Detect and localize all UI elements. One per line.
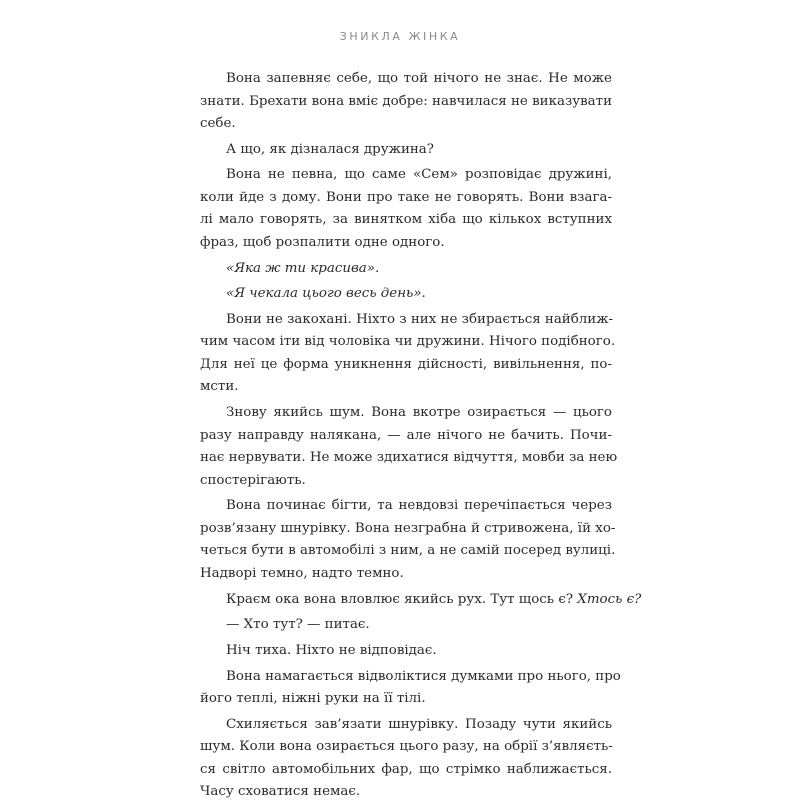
text-line: розв’язану шнурівку. Вона незграбна й стривожена, їй хо- bbox=[200, 520, 616, 536]
paragraph bbox=[200, 258, 612, 281]
italic-text: Хтось є? bbox=[577, 591, 642, 607]
text-line: разу направду налякана, — але нічого не бачить. Почи- bbox=[200, 427, 612, 443]
text-line: Вона запевняє себе, що той нічого не знає. Не може bbox=[226, 71, 612, 86]
text-line: нає нервувати. Не може здихатися відчуття, мовби за нею bbox=[200, 450, 618, 466]
text-line: Вони не закохані. Ніхто з них не збирається найближ- bbox=[226, 311, 614, 327]
paragraph bbox=[200, 283, 612, 306]
paragraph bbox=[200, 309, 616, 399]
paragraph bbox=[200, 714, 612, 804]
paragraph bbox=[200, 402, 618, 492]
text-line: чим часом іти від чоловіка чи дружини. Нічого подібного. bbox=[200, 334, 616, 350]
paragraph bbox=[200, 589, 642, 612]
text-line: спостерігають. bbox=[200, 472, 306, 488]
text-line: Вона починає бігти, та невдовзі перечіпається через bbox=[226, 498, 612, 514]
punctuation: . bbox=[421, 286, 426, 302]
text-line: четься бути в автомобілі з ним, а не самій посеред вулиці. bbox=[200, 543, 616, 559]
text-line bbox=[200, 283, 612, 306]
text-line: знати. Брехати вона вміє добре: навчилася не виказувати bbox=[200, 93, 612, 109]
text-line: Вона намагається відволіктися думками про нього, про bbox=[226, 668, 621, 684]
text-run: Краєм ока вона вловлює якийсь рух. Тут щось є? bbox=[226, 591, 578, 607]
text-line bbox=[200, 258, 612, 281]
text-line: Ніч тиха. Ніхто не відповідає. bbox=[226, 642, 437, 658]
paragraph bbox=[200, 164, 612, 254]
paragraph bbox=[200, 68, 612, 136]
text-line: лі мало говорять, за винятком хіба що кількох вступних bbox=[200, 212, 612, 228]
text-line: шум. Коли вона озирається цього разу, на обрії з’являєть- bbox=[200, 739, 613, 755]
running-title: ЗНИКЛА ЖІНКА bbox=[339, 30, 461, 43]
italic-quote: «Яка ж ти красива» bbox=[226, 260, 375, 276]
text-line: Знову якийсь шум. Вона вкотре озирається — цього bbox=[226, 405, 612, 421]
text-line: мсти. bbox=[200, 379, 239, 395]
text-line: фраз, щоб розпалити одне одного. bbox=[200, 234, 445, 250]
paragraph bbox=[200, 666, 621, 711]
text-line: — Хто тут? — питає. bbox=[226, 617, 370, 633]
body-text bbox=[200, 68, 642, 804]
text-line: А що, як дізналася дружина? bbox=[226, 141, 434, 157]
text-line: себе. bbox=[200, 116, 236, 131]
paragraph bbox=[200, 640, 612, 663]
paragraph bbox=[200, 614, 612, 637]
text-line: Для неї це форма уникнення дійсності, вивільнення, по- bbox=[200, 356, 612, 372]
paragraph bbox=[200, 495, 616, 585]
text-line: Надворі темно, надто темно. bbox=[200, 565, 404, 581]
text-line: ся світло автомобільних фар, що стрімко наближається. bbox=[200, 761, 612, 777]
text-line: його теплі, ніжні руки на її тілі. bbox=[200, 691, 426, 707]
text-line: коли йде з дому. Вони про таке не говорять. Вони взага- bbox=[200, 189, 612, 205]
italic-quote: «Я чекала цього весь день» bbox=[226, 286, 422, 302]
punctuation: . bbox=[374, 260, 380, 276]
paragraph bbox=[200, 139, 612, 162]
text-line: Схиляється зав’язати шнурівку. Позаду чути якийсь bbox=[226, 716, 612, 732]
text-line bbox=[200, 589, 642, 612]
text-line: Вона не певна, що саме «Сем» розповідає дружині, bbox=[226, 167, 612, 183]
text-line: Часу сховатися немає. bbox=[200, 784, 361, 800]
